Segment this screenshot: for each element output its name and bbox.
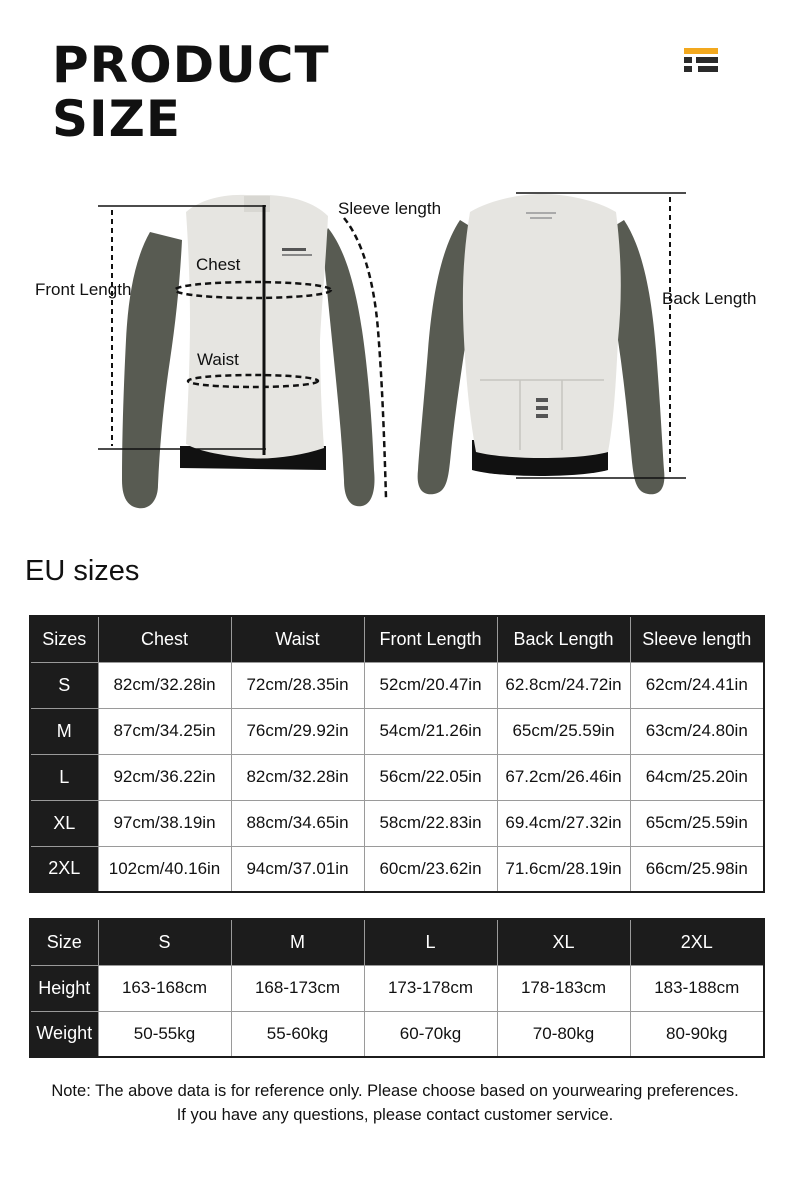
table-cell: 71.6cm/28.19in [497,846,630,892]
column-header: Sizes [30,616,98,662]
column-header: 2XL [630,919,764,965]
column-header: L [364,919,497,965]
page-title [52,38,330,146]
table-row [30,662,764,708]
table-cell: 92cm/36.22in [98,754,231,800]
table-cell: 58cm/22.83in [364,800,497,846]
table-row [30,708,764,754]
table-row [30,965,764,1011]
size-cell: L [30,754,98,800]
column-header: Front Length [364,616,497,662]
table-cell: 69.4cm/27.32in [497,800,630,846]
table-cell: 52cm/20.47in [364,662,497,708]
table-cell: 102cm/40.16in [98,846,231,892]
chest-label: Chest [196,255,241,274]
note-line-2: If you have any questions, please contact customer service. [176,1106,614,1124]
table-cell: 63cm/24.80in [630,708,764,754]
table-cell: 168-173cm [231,965,364,1011]
table-cell: 60-70kg [364,1011,497,1057]
size-cell: M [30,708,98,754]
column-header: Sleeve length [630,616,764,662]
note-line-1: Note: The above data is for reference only. Please choose based on yourwearing preferences. [51,1082,739,1100]
size-cell: 2XL [30,846,98,892]
table-cell: 72cm/28.35in [231,662,364,708]
column-header: Size [30,919,98,965]
table-cell: 183-188cm [630,965,764,1011]
table-cell: 65cm/25.59in [630,800,764,846]
column-header: Back Length [497,616,630,662]
table-cell: 50-55kg [98,1011,231,1057]
table-cell: 56cm/22.05in [364,754,497,800]
back-length-label: Back Length [662,289,757,308]
table-cell: 80-90kg [630,1011,764,1057]
column-header: Waist [231,616,364,662]
body-size-table [29,918,765,1058]
page-title-line2: SIZE [52,90,182,148]
table-cell: 70-80kg [497,1011,630,1057]
table-cell: 178-183cm [497,965,630,1011]
size-cell: S [30,662,98,708]
waist-label: Waist [197,350,239,369]
table-cell: 94cm/37.01in [231,846,364,892]
brand-logo-icon [684,48,720,72]
table-cell: 64cm/25.20in [630,754,764,800]
table-cell: 60cm/23.62in [364,846,497,892]
back-jersey-illustration [418,193,686,494]
table-cell: 67.2cm/26.46in [497,754,630,800]
table-row [30,800,764,846]
table-cell: 66cm/25.98in [630,846,764,892]
page-title-line1: PRODUCT [52,36,330,94]
table-cell: 62cm/24.41in [630,662,764,708]
jersey-diagram [0,180,790,520]
table-cell: 97cm/38.19in [98,800,231,846]
size-cell: XL [30,800,98,846]
table-cell: 62.8cm/24.72in [497,662,630,708]
column-header: M [231,919,364,965]
table-cell: 54cm/21.26in [364,708,497,754]
column-header: S [98,919,231,965]
table-cell: 82cm/32.28in [98,662,231,708]
table-header-row [30,919,764,965]
table-header-row [30,616,764,662]
row-header-cell: Weight [30,1011,98,1057]
table-cell: 82cm/32.28in [231,754,364,800]
eu-sizes-heading: EU sizes [25,555,140,587]
row-header-cell: Height [30,965,98,1011]
sleeve-length-label: Sleeve length [338,199,442,218]
table-cell: 88cm/34.65in [231,800,364,846]
table-cell: 76cm/29.92in [231,708,364,754]
table-row [30,754,764,800]
table-cell: 65cm/25.59in [497,708,630,754]
table-cell: 87cm/34.25in [98,708,231,754]
column-header: Chest [98,616,231,662]
column-header: XL [497,919,630,965]
table-row [30,1011,764,1057]
front-jersey-illustration [98,195,386,508]
table-cell: 55-60kg [231,1011,364,1057]
eu-size-table [29,615,765,893]
table-cell: 163-168cm [98,965,231,1011]
table-cell: 173-178cm [364,965,497,1011]
table-row [30,846,764,892]
front-length-label: Front Length [35,280,132,299]
